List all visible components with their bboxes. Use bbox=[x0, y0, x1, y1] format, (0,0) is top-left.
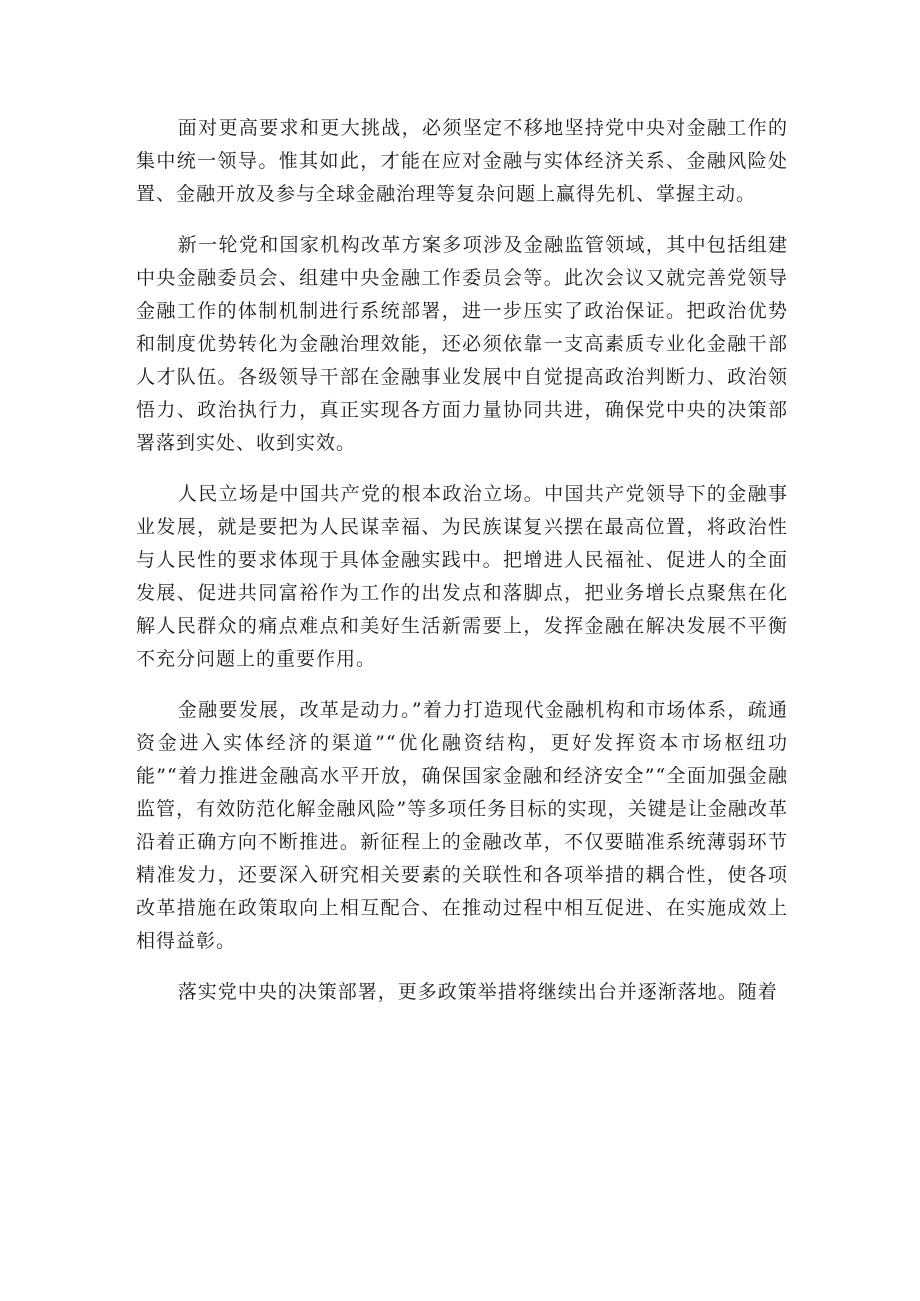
document-body bbox=[136, 112, 788, 1027]
paragraph-1: 面对更高要求和更大挑战，必须坚定不移地坚持党中央对金融工作的集中统一领导。惟其如此，才能在应对金融与实体经济关系、金融风险处置、金融开放及参与全球金融治理等复杂问题上赢得先机、掌握主动。 bbox=[136, 117, 788, 205]
paragraph-5: 落实党中央的决策部署，更多政策举措将继续出台并逐渐落地。随着 bbox=[177, 981, 778, 1003]
paragraph-3: 人民立场是中国共产党的根本政治立场。中国共产党领导下的金融事业发展，就是要把为人民谋幸福、为民族谋复兴摆在最高位置，将政治性与人民性的要求体现于具体金融实践中。把增进人民福祉、促进人的全面发展、促进共同富裕作为工作的出发点和落脚点，把业务增长点聚焦在化解人民群众的痛点难点和美好生活新需要上，发挥金融在解决发展不平衡不充分问题上的重要作用。 bbox=[136, 483, 788, 670]
paragraph-2: 新一轮党和国家机构改革方案多项涉及金融监管领域，其中包括组建中央金融委员会、组建中央金融工作委员会等。此次会议又就完善党领导金融工作的体制机制进行系统部署，进一步压实了政治保证。把政治优势和制度优势转化为金融治理效能，还必须依靠一支高素质专业化金融干部人才队伍。各级领导干部在金融事业发展中自觉提高政治判断力、政治领悟力、政治执行力，真正实现各方面力量协同共进，确保党中央的决策部署落到实处、收到实效。 bbox=[136, 234, 788, 454]
paragraph-4: 金融要发展，改革是动力。”着力打造现代金融机构和市场体系，疏通资金进入实体经济的渠道”“优化融资结构，更好发挥资本市场枢纽功能”“着力推进金融高水平开放，确保国家金融和经济安全”“全面加强金融监管，有效防范化解金融风险”等多项任务目标的实现，关键是让金融改革沿着正确方向不断推进。新征程上的金融改革，不仅要瞄准系统薄弱环节精准发力，还要深入研究相关要素的关联性和各项举措的耦合性，使各项改革措施在政策取向上相互配合、在推动过程中相互促进、在实施成效上相得益彰。 bbox=[136, 699, 788, 952]
